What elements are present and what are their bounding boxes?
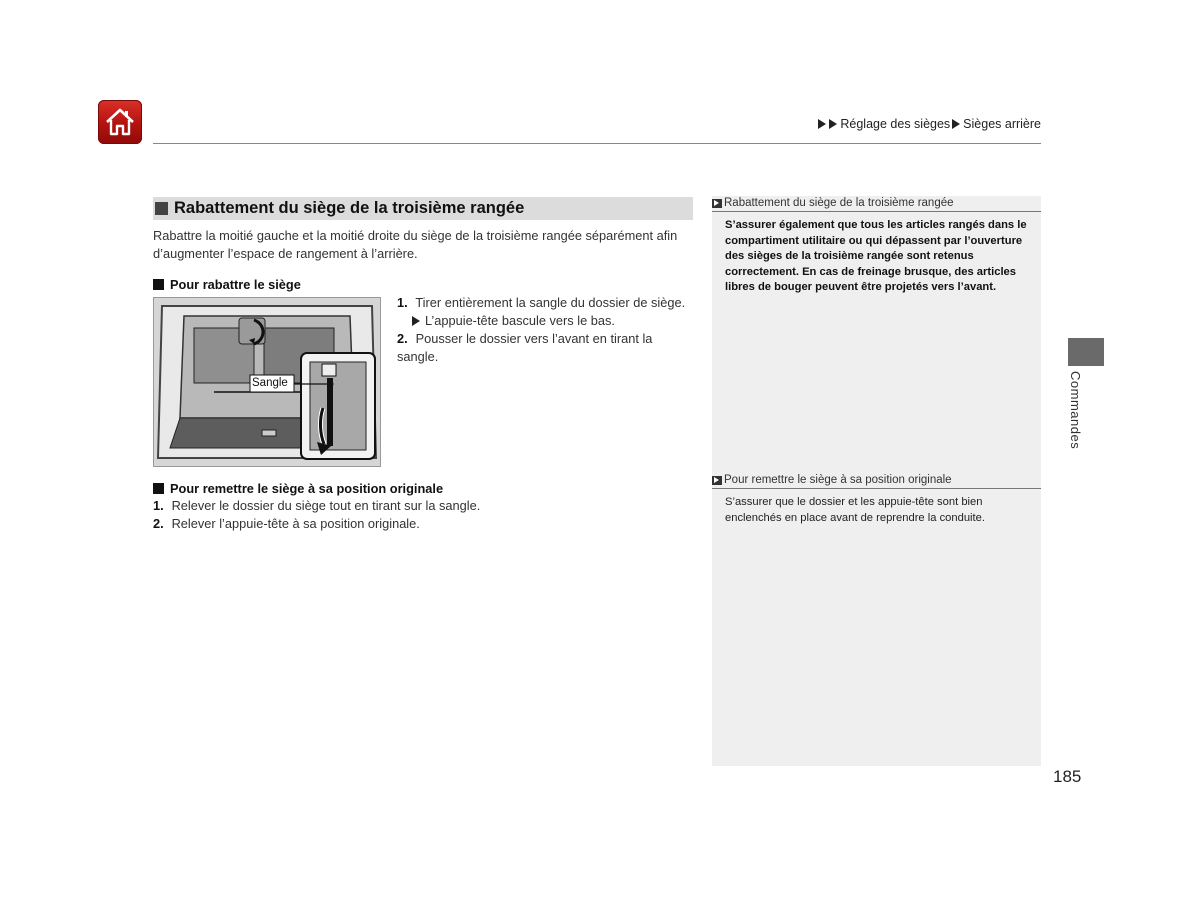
section-intro: Rabattre la moitié gauche et la moitié droite du siège de la troisième rangée séparément afin d’augmenter l’espace de rangement à l’arrière. bbox=[153, 228, 678, 261]
section-heading bbox=[153, 197, 693, 220]
fold-steps bbox=[397, 294, 697, 366]
step-number: 1. bbox=[153, 498, 164, 513]
page-number: 185 bbox=[1053, 767, 1082, 786]
restore-steps bbox=[153, 497, 698, 533]
home-icon bbox=[104, 107, 136, 137]
note-body: S’assurer que le dossier et les appuie-tête sont bien enclenchés en place avant de reprendre la conduite. bbox=[725, 496, 985, 524]
breadcrumb-item[interactable]: Sièges arrière bbox=[963, 117, 1041, 131]
section-square-icon bbox=[155, 202, 168, 215]
note-reference-icon bbox=[712, 476, 722, 485]
note-heading[interactable] bbox=[712, 474, 1041, 489]
breadcrumb-item[interactable]: Réglage des sièges bbox=[840, 117, 951, 131]
subheading-square-icon bbox=[153, 279, 164, 290]
step-item bbox=[397, 294, 697, 312]
step-item bbox=[397, 330, 697, 366]
chapter-tab-label[interactable]: Commandes bbox=[1068, 371, 1083, 450]
subheading-square-icon bbox=[153, 483, 164, 494]
header-divider bbox=[153, 143, 1041, 144]
step-text: Relever le dossier du siège tout en tirant sur la sangle. bbox=[171, 498, 481, 513]
fold-subheading bbox=[153, 277, 301, 292]
breadcrumb bbox=[818, 117, 1041, 131]
strap-callout-label: Sangle bbox=[252, 377, 288, 389]
fold-title: Pour rabattre le siège bbox=[170, 277, 301, 292]
breadcrumb-arrow-icon bbox=[952, 119, 960, 129]
chapter-tab-marker[interactable] bbox=[1068, 338, 1104, 366]
note-body: S’assurer également que tous les articles rangés dans le compartiment utilitaire ou qui dépassent par l’ouverture des sièges de la troisième rangée sont retenus correctement. En cas de freinage brusque, des articles libres de bouger peuvent être projetés vers l’avant. bbox=[725, 219, 1027, 293]
step-text: Tirer entièrement la sangle du dossier de siège. bbox=[415, 295, 686, 310]
step-result-text: L’appuie-tête bascule vers le bas. bbox=[425, 313, 615, 328]
note-title: Pour remettre le siège à sa position originale bbox=[724, 474, 952, 486]
restore-title: Pour remettre le siège à sa position originale bbox=[170, 481, 444, 496]
breadcrumb-arrow-icon bbox=[818, 119, 826, 129]
step-number: 2. bbox=[153, 516, 164, 531]
step-number: 2. bbox=[397, 331, 408, 346]
result-arrow-icon bbox=[412, 316, 420, 326]
restore-subheading bbox=[153, 481, 443, 496]
note-heading[interactable] bbox=[712, 197, 1041, 212]
home-button[interactable] bbox=[98, 100, 142, 144]
section-title: Rabattement du siège de la troisième rangée bbox=[174, 199, 525, 217]
note-title: Rabattement du siège de la troisième rangée bbox=[724, 197, 954, 209]
step-item bbox=[153, 515, 698, 533]
step-text: Relever l’appuie-tête à sa position originale. bbox=[171, 516, 420, 531]
note-reference-icon bbox=[712, 199, 722, 208]
cargo-seat-illustration bbox=[153, 297, 381, 467]
step-number: 1. bbox=[397, 295, 408, 310]
step-result bbox=[397, 312, 697, 330]
step-item bbox=[153, 497, 698, 515]
step-text: Pousser le dossier vers l’avant en tirant la sangle. bbox=[397, 331, 653, 364]
breadcrumb-arrow-icon bbox=[829, 119, 837, 129]
